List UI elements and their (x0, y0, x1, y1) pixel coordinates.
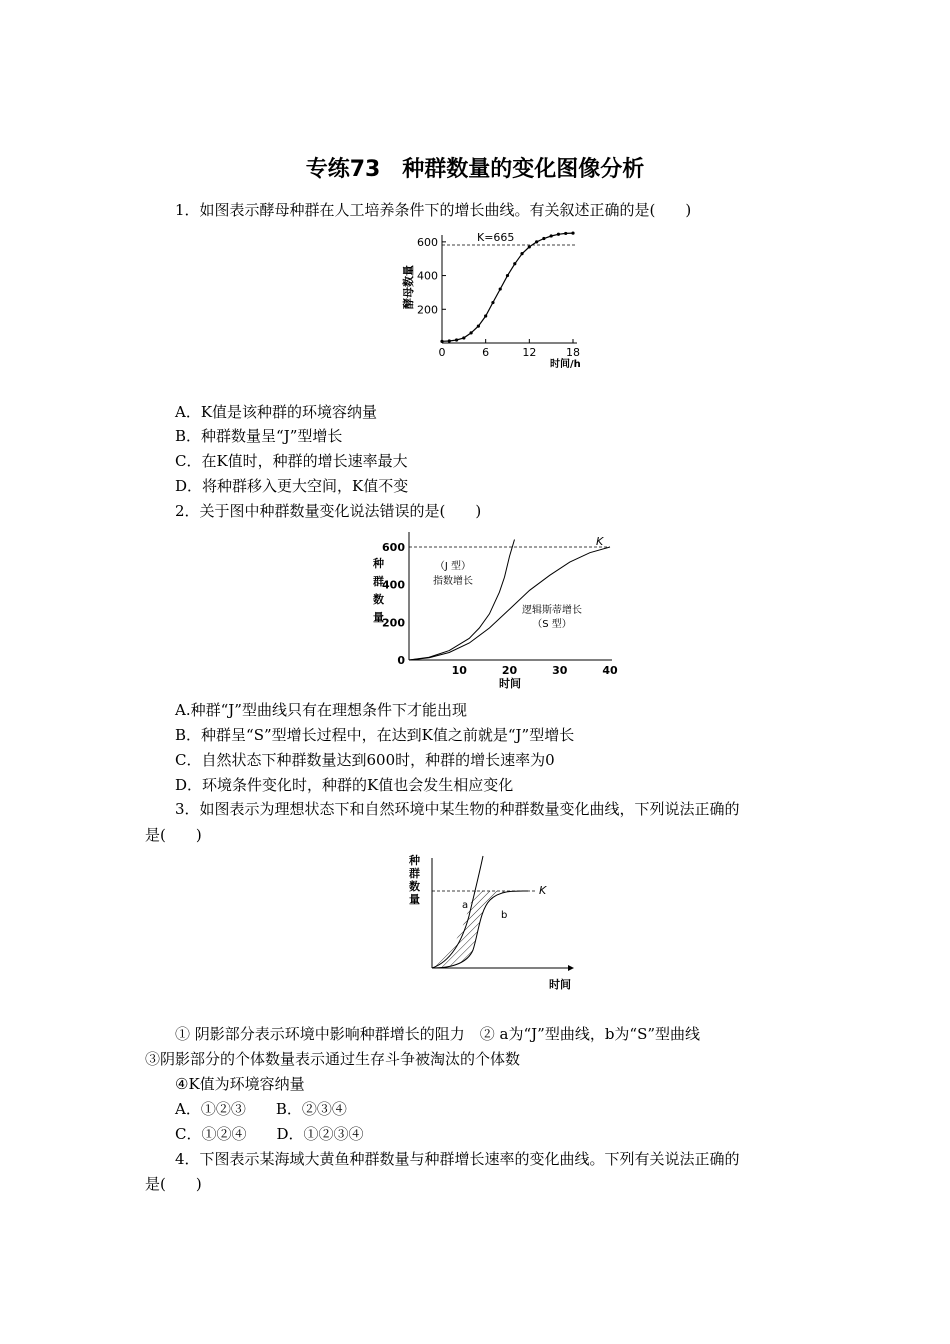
q2-x-tick-label: 10 (451, 664, 467, 677)
q1-data-point (455, 338, 458, 341)
q1-option-c: C．在K值时，种群的增长速率最大 (175, 452, 408, 470)
q3-statement-1-2: ① 阴影部分表示环境中影响种群增长的阻力 ② a为“J”型曲线，b为“S”型曲线 (175, 1025, 701, 1043)
q1-data-point (462, 336, 465, 339)
q3-options-ab: A．①②③ B．②③④ (175, 1100, 347, 1118)
q1-x-tick-label: 12 (522, 346, 537, 359)
q3-y-label-text: 种群数量 (409, 854, 420, 906)
q2-j-label-2: 指数增长 (433, 576, 473, 587)
q1-x-label: 时间/h (550, 359, 581, 370)
q1-data-point (448, 339, 451, 342)
q1-x-tick-label: 18 (566, 346, 580, 359)
q1-data-point (528, 245, 531, 248)
q3-label-a: a (462, 900, 469, 911)
q1-data-point (470, 331, 473, 334)
q3-options-cd: C．①②④ D．①②③④ (175, 1125, 364, 1143)
q1-k-annotation: K=665 (477, 231, 515, 244)
q2-x-label: 时间 (499, 677, 521, 690)
q1-stem: 1．如图表示酵母种群在人工培养条件下的增长曲线。有关叙述正确的是( ) (175, 201, 692, 219)
q1-option-b: B．种群数量呈“J”型增长 (175, 427, 343, 445)
q2-y-tick-label: 600 (382, 541, 405, 554)
q1-y-tick-label: 600 (417, 235, 438, 249)
q2-x-tick-label: 40 (602, 664, 618, 677)
q2-k-label: K (596, 535, 604, 548)
q2-j-label-1: （J 型） (434, 561, 472, 572)
q2-stem: 2．关于图中种群数量变化说法错误的是( ) (175, 502, 482, 520)
q1-data-point (571, 231, 574, 234)
q3-x-label: 时间 (549, 978, 571, 991)
q2-y-tick-label: 0 (397, 654, 405, 667)
q2-s-label-2: （S 型） (532, 619, 572, 630)
q3-stem-line2: 是( ) (145, 826, 202, 844)
q2-option-d: D．环境条件变化时，种群的K值也会发生相应变化 (175, 776, 514, 794)
q1-data-point (513, 262, 516, 265)
q2-option-b: B．种群呈“S”型增长过程中，在达到K值之前就是“J”型增长 (175, 726, 575, 744)
q1-x-tick-label: 0 (438, 346, 446, 359)
q3-k-label: K (539, 884, 547, 897)
q1-x-tick-label: 6 (482, 346, 490, 359)
q1-data-point (520, 252, 523, 255)
q1-data-point (557, 233, 560, 236)
q1-option-a: A．K值是该种群的环境容纳量 (175, 403, 378, 421)
q2-y-tick-label: 200 (382, 616, 405, 630)
q1-data-point (542, 237, 545, 240)
q4-stem-line2: 是( ) (145, 1175, 202, 1193)
q3-chart (375, 850, 585, 992)
q2-x-tick-label: 20 (501, 664, 518, 677)
q3-statement-3: ③阴影部分的个体数量表示通过生存斗争被淘汰的个体数 (145, 1050, 521, 1068)
q2-option-c: C．自然状态下种群数量达到600时，种群的增长速率为0 (175, 751, 555, 769)
q1-data-point (484, 314, 487, 317)
q1-chart (395, 225, 595, 375)
q1-data-point (477, 325, 480, 328)
q1-data-point (440, 340, 443, 343)
q1-data-point (550, 234, 553, 237)
q3-shaded-region (432, 891, 528, 968)
page-title: 专练73 种群数量的变化图像分析 (305, 157, 645, 182)
q1-option-d: D．将种群移入更大空间，K值不变 (175, 477, 409, 495)
q3-label-b: b (501, 910, 508, 921)
q2-option-a: A.种群“J”型曲线只有在理想条件下才能出现 (175, 701, 467, 719)
q3-statement-4: ④K值为环境容纳量 (175, 1075, 305, 1093)
q1-y-tick-label: 400 (417, 269, 438, 283)
q1-data-point (499, 287, 502, 290)
q1-data-point (491, 301, 494, 304)
q2-chart (360, 527, 630, 692)
q1-data-point (535, 240, 538, 243)
q2-x-tick-label: 30 (552, 664, 568, 677)
q3-stem-line1: 3．如图表示为理想状态下和自然环境中某生物的种群数量变化曲线，下列说法正确的 (175, 800, 740, 818)
q1-data-point (564, 232, 567, 235)
q3-y-label (408, 853, 420, 906)
q4-stem-line1: 4．下图表示某海域大黄鱼种群数量与种群增长速率的变化曲线。下列有关说法正确的 (175, 1150, 740, 1168)
q2-s-label-1: 逻辑斯蒂增长 (522, 605, 582, 616)
q1-data-point (506, 274, 509, 277)
q2-y-tick-label: 400 (382, 578, 405, 592)
q2-y-label-text: 种群数量 (373, 557, 384, 624)
q1-y-label: 酵母数量 (402, 265, 415, 309)
q1-y-tick-label: 200 (417, 303, 438, 317)
q2-j-curve (409, 540, 515, 661)
q1-growth-curve (442, 233, 573, 341)
